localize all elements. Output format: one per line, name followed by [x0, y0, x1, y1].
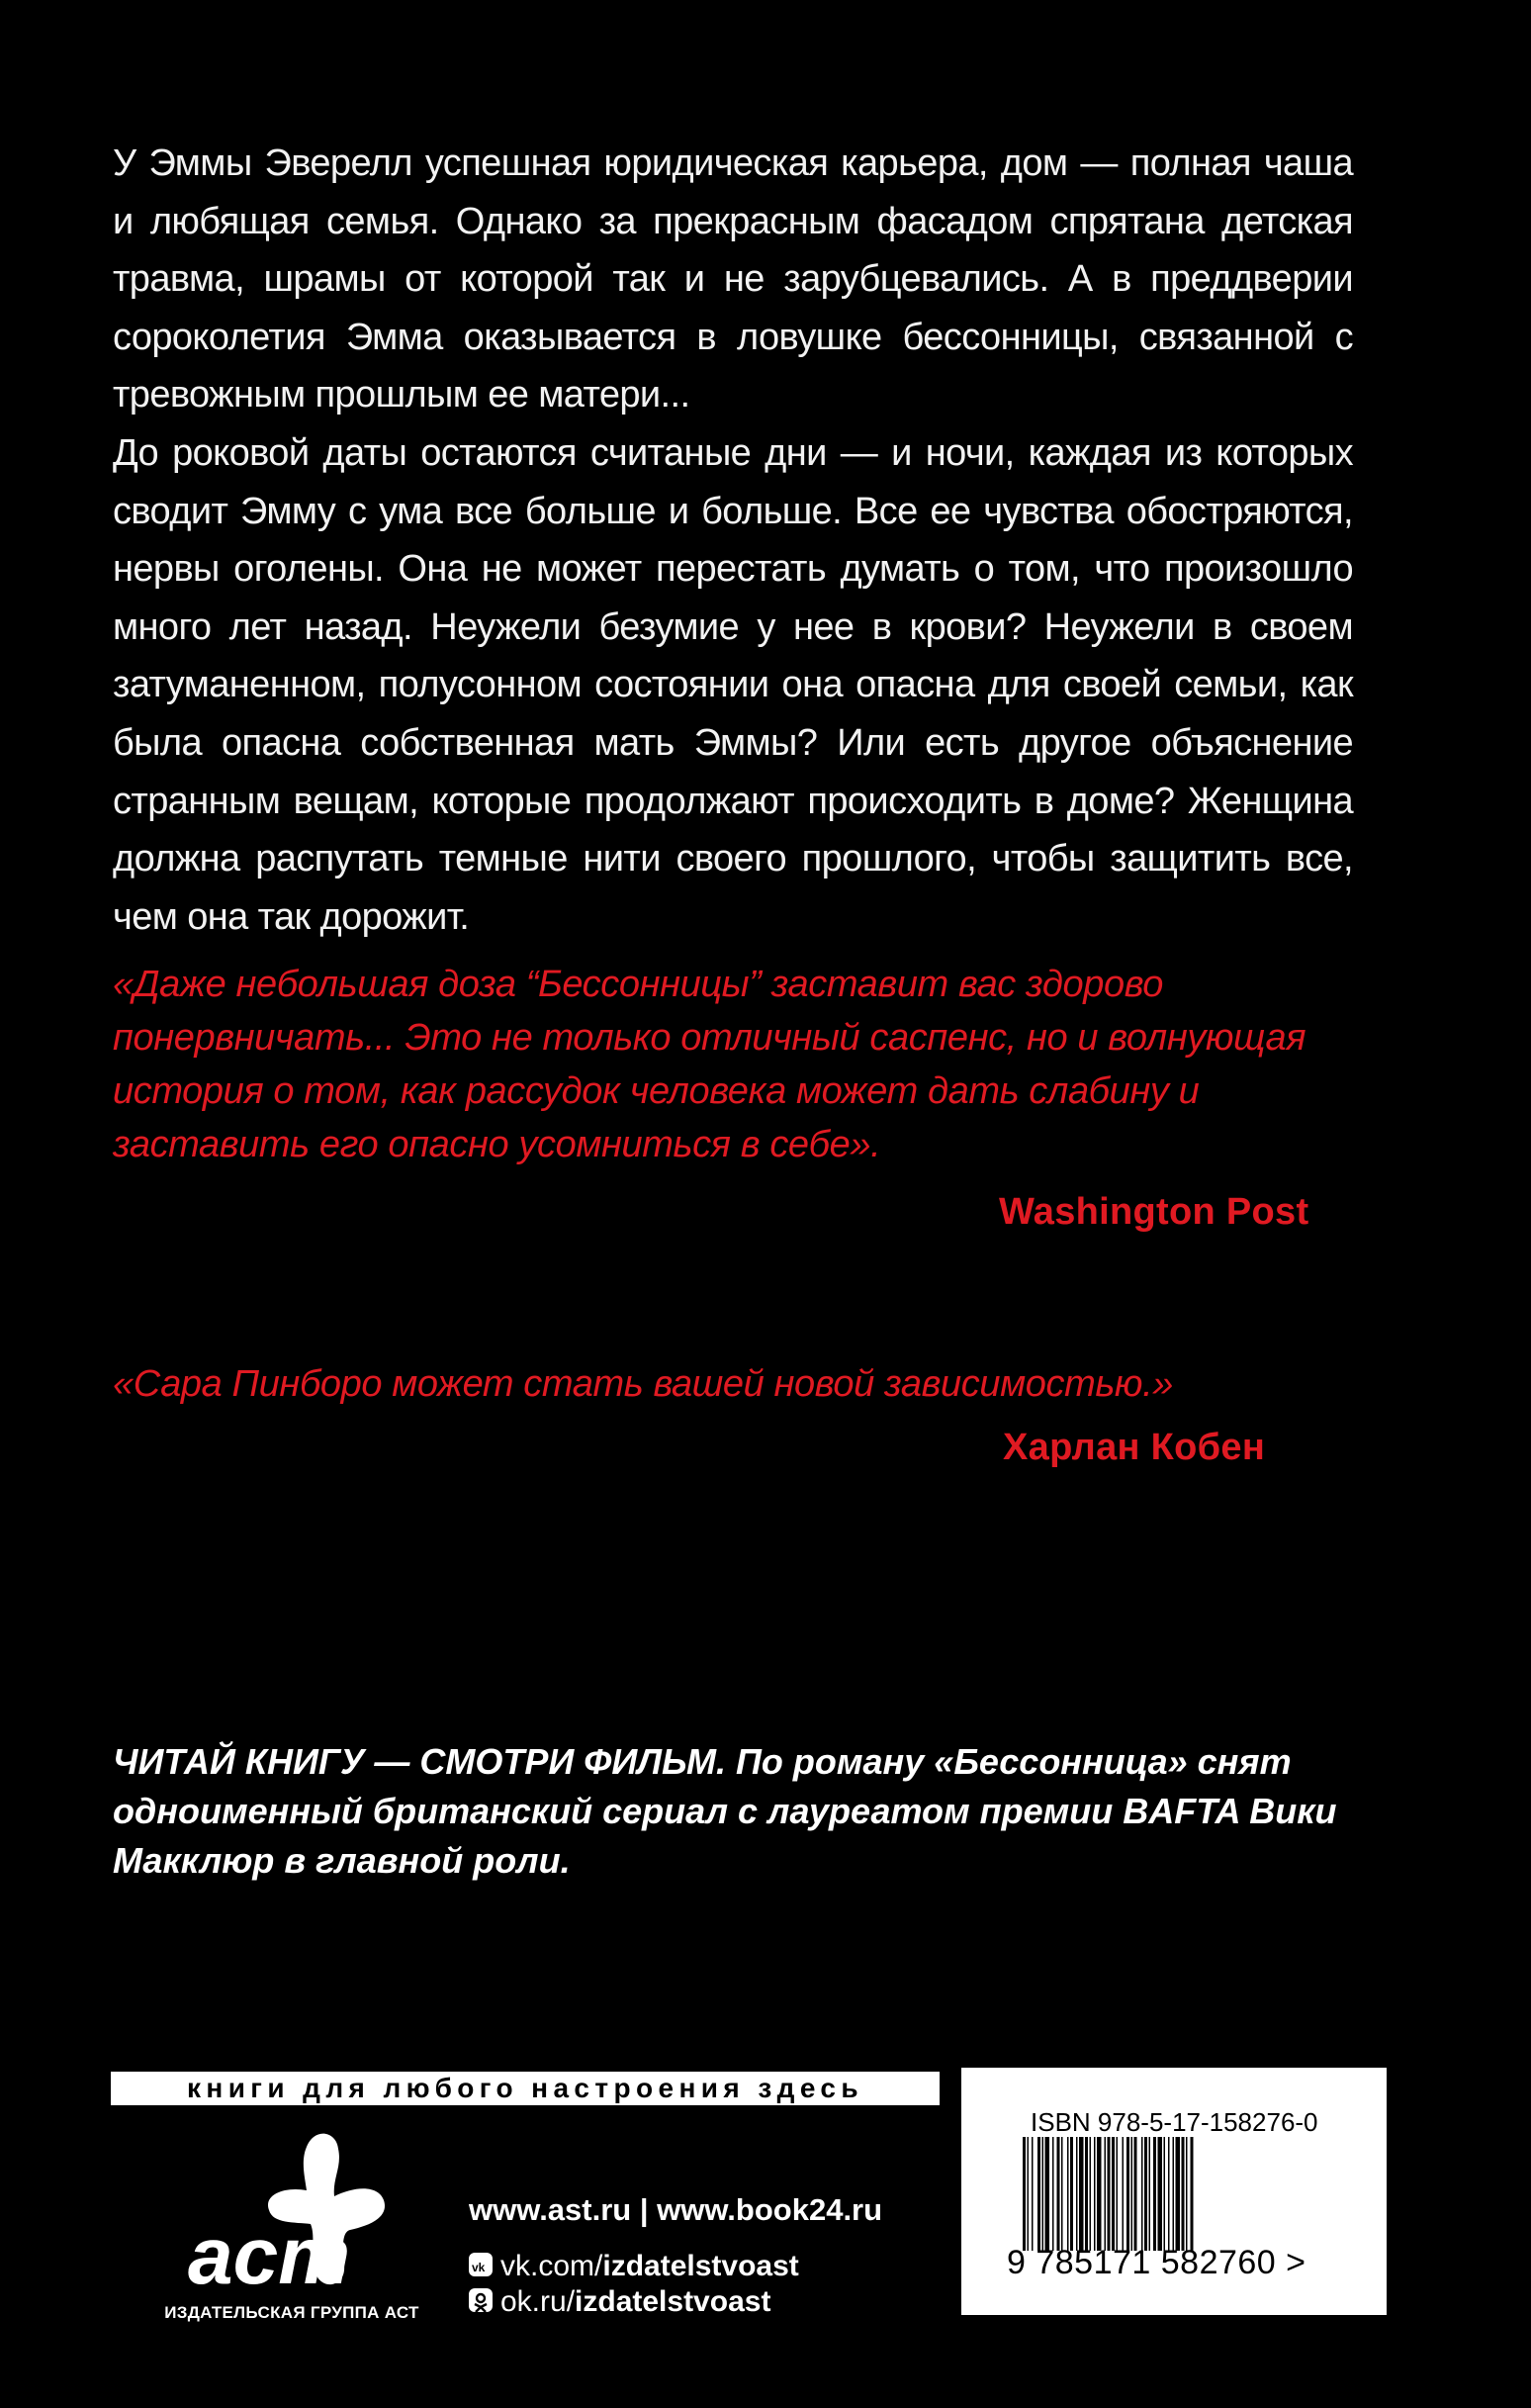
blurb-paragraph-2: До роковой даты остаются считаные дни — и ночи, каждая из которых сводит Эмму с ума все больше и больше. Все ее чувства обостряются, нервы оголены. Она не может перестать думать о том, что произошло много лет назад. Неужели безумие у нее в крови? Неужели в своем затуманенном, полусонном состоянии она опасна для своей семьи, как была опасна собственная мать Эммы? Или есть другое объяснение странным вещам, которые продолжают происходить в доме? Женщина должна распутать темные нити своего прошлого, чтобы защитить все, чем она так дорожит.: [113, 431, 1353, 938]
publisher-sites[interactable]: www.ast.ru | www.book24.ru: [469, 2192, 883, 2227]
social-link-ok[interactable]: [469, 2285, 770, 2319]
barcode-panel: [961, 2068, 1387, 2315]
barcode-bars: [1023, 2137, 1319, 2251]
review-quote-1: «Даже небольшая доза “Бессонницы” заставит вас здорово понервничать... Это не только отличный саспенс, но и волнующая история о том, как рассудок человека может дать слабину и заставить его опасно усомниться в себе».: [113, 964, 1306, 1165]
social-prefix: vk.com/: [500, 2250, 603, 2282]
ok-icon: [469, 2288, 493, 2312]
isbn-label: ISBN 978-5-17-158276-0: [1031, 2107, 1318, 2137]
publisher-logo: [148, 2127, 435, 2295]
logo-text: аст: [188, 2211, 351, 2295]
social-handle: izdatelstvoast: [575, 2285, 771, 2318]
book-blurb: [113, 135, 1353, 946]
vk-icon: [469, 2253, 493, 2276]
publisher-caption: ИЗДАТЕЛЬСКАЯ ГРУППА АСТ: [164, 2303, 419, 2322]
review-source-1: Washington Post: [999, 1191, 1309, 1233]
social-prefix: ok.ru/: [500, 2285, 576, 2318]
social-handle: izdatelstvoast: [602, 2250, 799, 2282]
svg-text:vk: vk: [472, 2261, 486, 2274]
barcode-digits: 9 785171 582760 >: [1007, 2244, 1306, 2281]
review-source-2: Харлан Кобен: [1003, 1427, 1266, 1468]
review-quote-2: «Сара Пинборо может стать вашей новой зависимостью.»: [113, 1363, 1173, 1405]
publisher-tagline: книги для любого настроения здесь: [111, 2072, 940, 2105]
blurb-paragraph-1: У Эммы Эверелл успешная юридическая карьера, дом — полная чаша и любящая семья. Однако за прекрасным фасадом спрятана детская травма, шрамы от которой так и не зарубцевались. А в преддверии сороколетия Эмма оказывается в ловушке бессонницы, связанной с тревожным прошлым ее матери...: [113, 142, 1353, 417]
promo-text: ЧИТАЙ КНИГУ — СМОТРИ ФИЛЬМ. По роману «Бессонница» снят одноименный британский сериал с лауреатом премии BAFTA Вики Макклюр в главной роли.: [113, 1741, 1337, 1881]
social-link-vk[interactable]: [469, 2250, 799, 2283]
